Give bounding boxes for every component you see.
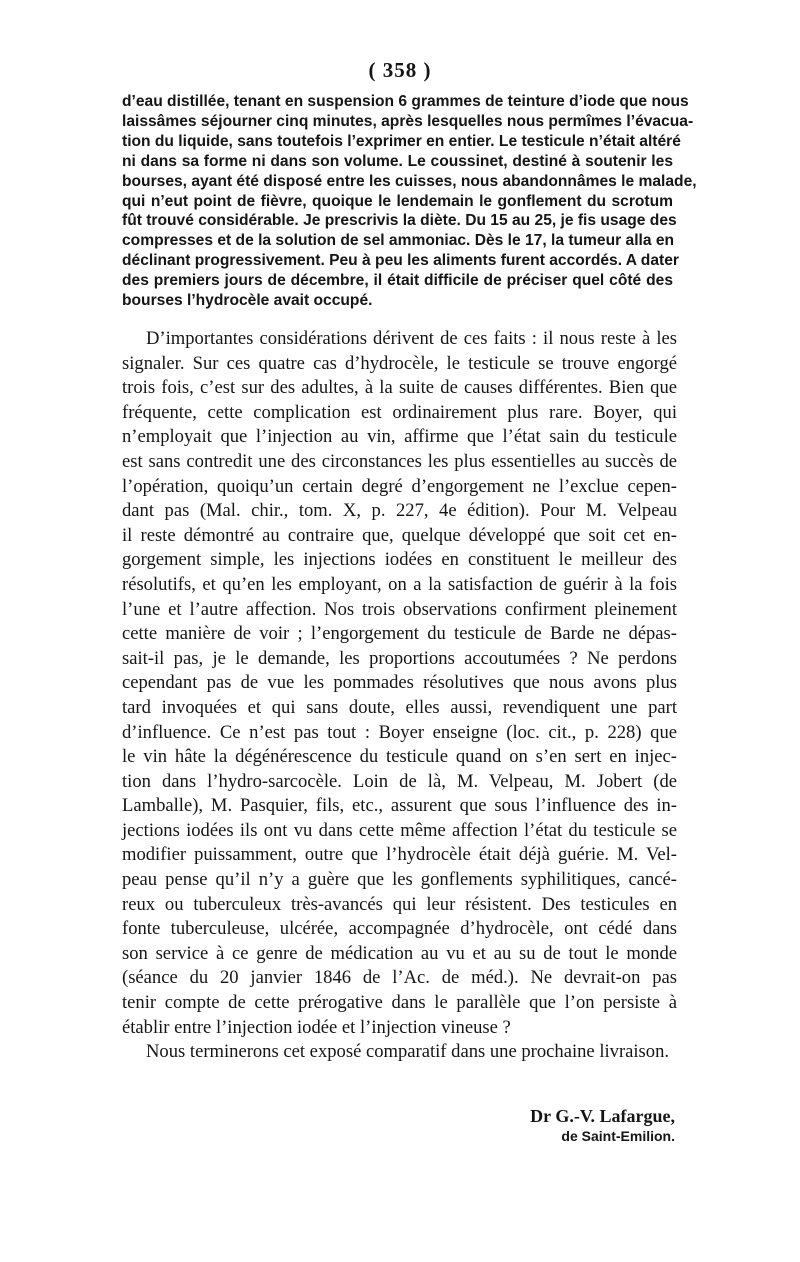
text-line: bourses l’hydrocèle avait occupé.: [122, 292, 373, 310]
text-line: tion dans l’hydro-sarcocèle. Loin de là, M. Velpeau, M. Jobert (de: [122, 770, 677, 792]
author-signature: Dr G.-V. Lafargue,: [530, 1106, 675, 1126]
text-line: tion du liquide, sans toutefois l’exprimer en entier. Le testicule n’était altéré: [122, 132, 681, 150]
text-line: sait-il pas, je le demande, les proportions accoutumées ? Ne perdons: [122, 647, 677, 669]
paragraph-observation-end: [122, 92, 697, 311]
text-line: laissâmes séjourner cinq minutes, après lesquelles nous permîmes l’évacua-: [122, 112, 694, 130]
author-place: de Saint-Emilion.: [561, 1128, 675, 1144]
text-line: Lamballe), M. Pasquier, fils, etc., assurent que sous l’influence des in-: [122, 795, 677, 817]
text-line: dant pas (Mal. chir., tom. X, p. 227, 4e édition). Pour M. Velpeau: [122, 500, 677, 522]
text-line: il reste démontré au contraire que, quelque développé que soit cet en-: [122, 524, 677, 546]
text-line: bourses, ayant été disposé entre les cuisses, nous abandonnâmes le malade,: [122, 172, 697, 190]
text-line: qui n’eut point de fièvre, quoique le lendemain le gonflement du scrotum: [122, 192, 673, 210]
text-line: n’employait que l’injection au vin, affirme que l’état sain du testicule: [122, 426, 677, 448]
signature-block: [420, 1106, 675, 1144]
text-line: fût trouvé considérable. Je prescrivis la diète. Du 15 au 25, je fis usage des: [122, 212, 677, 230]
text-line: cependant pas de vue les pommades résolutives que nous avons plus: [122, 672, 677, 694]
text-line: cette manière de voir ; l’engorgement du testicule de Barde ne dépas-: [122, 623, 677, 645]
text-line: jections iodées ils ont vu dans cette même affection l’état du testicule se: [122, 819, 677, 841]
text-line: signaler. Sur ces quatre cas d’hydrocèle, le testicule se trouve engorgé: [122, 352, 677, 374]
text-line: compresses et de la solution de sel ammoniac. Dès le 17, la tumeur alla en: [122, 232, 675, 250]
text-line: déclinant progressivement. Peu à peu les aliments furent accordés. A dater: [122, 252, 679, 270]
text-line: Nous terminerons cet exposé comparatif dans une prochaine livraison.: [146, 1041, 670, 1063]
text-line: l’une et l’autre affection. Nos trois observations confirment pleinement: [122, 598, 677, 620]
text-line: est sans contredit une des circonstances les plus essentielles au succès de: [122, 450, 677, 472]
text-line: modifier puissamment, outre que l’hydrocèle était déjà guérie. M. Vel-: [122, 844, 677, 866]
text-line: des premiers jours de décembre, il était difficile de préciser quel côté des: [122, 272, 673, 290]
text-line: reux ou tuberculeux très-avancés qui leur résistent. Des testicules en: [122, 893, 677, 915]
text-line: fonte tuberculeuse, ulcérée, accompagnée d’hydrocèle, ont cédé dans: [122, 918, 677, 940]
text-line: ni dans sa forme ni dans son volume. Le coussinet, destiné à soutenir les: [122, 152, 673, 170]
paragraph-considerations: [122, 327, 677, 1040]
text-line: tenir compte de cette prérogative dans le parallèle que l’on persiste à: [122, 992, 677, 1014]
text-line: D’importantes considérations dérivent de ces faits : il nous reste à les: [146, 328, 677, 349]
text-line: d’eau distillée, tenant en suspension 6 grammes de teinture d’iode que nous: [122, 93, 689, 110]
body-text: [122, 327, 677, 1065]
text-line: tard invoquées et qui sans doute, elles aussi, revendiquent une part: [122, 696, 677, 718]
page-number: ( 358 ): [368, 58, 432, 82]
text-line: peau pense qu’il n’y a guère que les gonflements syphilitiques, cancé-: [122, 869, 677, 891]
text-line: d’influence. Ce n’est pas tout : Boyer enseigne (loc. cit., p. 228) que: [122, 721, 677, 743]
text-line: son service à ce genre de médication au vu et au su de tout le monde: [122, 942, 677, 964]
text-line: (séance du 20 janvier 1846 de l’Ac. de méd.). Ne devrait-on pas: [122, 967, 677, 989]
text-line: résolutifs, et qu’en les employant, on a la satisfaction de guérir à la fois: [122, 573, 677, 595]
text-line: établir entre l’injection iodée et l’injection vineuse ?: [122, 1016, 511, 1038]
text-line: le vin hâte la dégénérescence du testicule quand on s’en sert en injec-: [122, 746, 677, 768]
text-line: l’opération, quoiqu’un certain degré d’engorgement ne l’exclue cepen-: [122, 475, 677, 497]
text-line: trois fois, c’est sur des adultes, à la suite de causes différentes. Bien que: [122, 377, 677, 399]
paragraph-conclusion: [122, 1040, 677, 1065]
text-line: fréquente, cette complication est ordinairement plus rare. Boyer, qui: [122, 401, 677, 423]
text-line: gorgement simple, les injections iodées en constituent le meilleur des: [122, 549, 677, 571]
